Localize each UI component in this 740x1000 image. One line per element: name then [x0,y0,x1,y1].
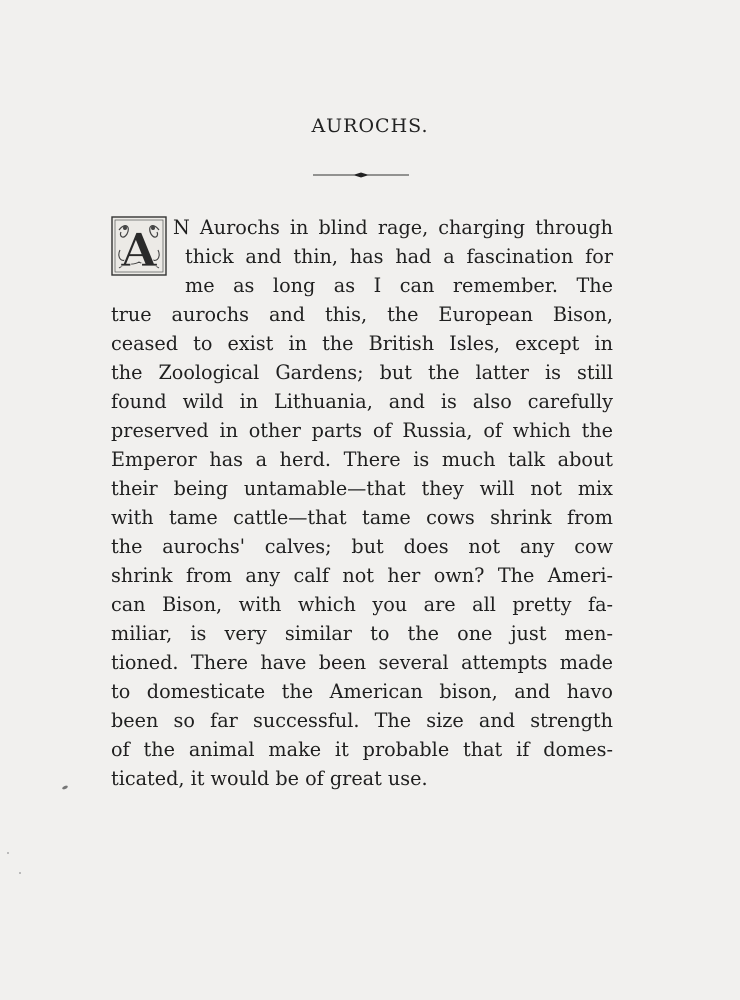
paragraph-line: the aurochs' calves; but does not any cow [111,535,613,558]
paragraph-line: N Aurochs in blind rage, charging through [173,216,613,239]
paragraph-line: true aurochs and this, the European Bison, [111,303,613,326]
paragraph-line: been so far successful. The size and strength [111,709,613,732]
paragraph-line: me as long as I can remember. The [185,274,613,297]
paragraph-line: preserved in other parts of Russia, of which the [111,419,613,442]
paragraph-line: to domesticate the American bison, and havo [111,680,613,703]
paragraph-line: Emperor has a herd. There is much talk about [111,448,613,471]
svg-text:A: A [121,223,157,276]
paragraph-line: thick and thin, has had a fascination for [185,245,613,268]
paragraph-line: the Zoological Gardens; but the latter is still [111,361,613,384]
paragraph-line: can Bison, with which you are all pretty fa- [111,593,613,616]
paragraph-line: of the animal make it probable that if domes- [111,738,613,761]
paragraph-line: shrink from any calf not her own? The Ameri- [111,564,613,587]
scan-speck [62,785,69,790]
paragraph-line: found wild in Lithuania, and is also carefully [111,390,613,413]
scan-speck [7,852,9,854]
paragraph-line: ticated, it would be of great use. [111,767,428,790]
scan-speck [19,872,21,874]
paragraph-line: ceased to exist in the British Isles, except in [111,332,613,355]
paragraph-line: their being untamable—that they will not mix [111,477,613,500]
drop-cap-initial [111,216,167,276]
page-title: AUROCHS. [311,115,429,137]
paragraph-line: with tame cattle—that tame cows shrink from [111,506,613,529]
paragraph-line: tioned. There have been several attempts made [111,651,613,674]
ornamental-rule [313,170,409,180]
paragraph-line: miliar, is very similar to the one just men- [111,622,613,645]
